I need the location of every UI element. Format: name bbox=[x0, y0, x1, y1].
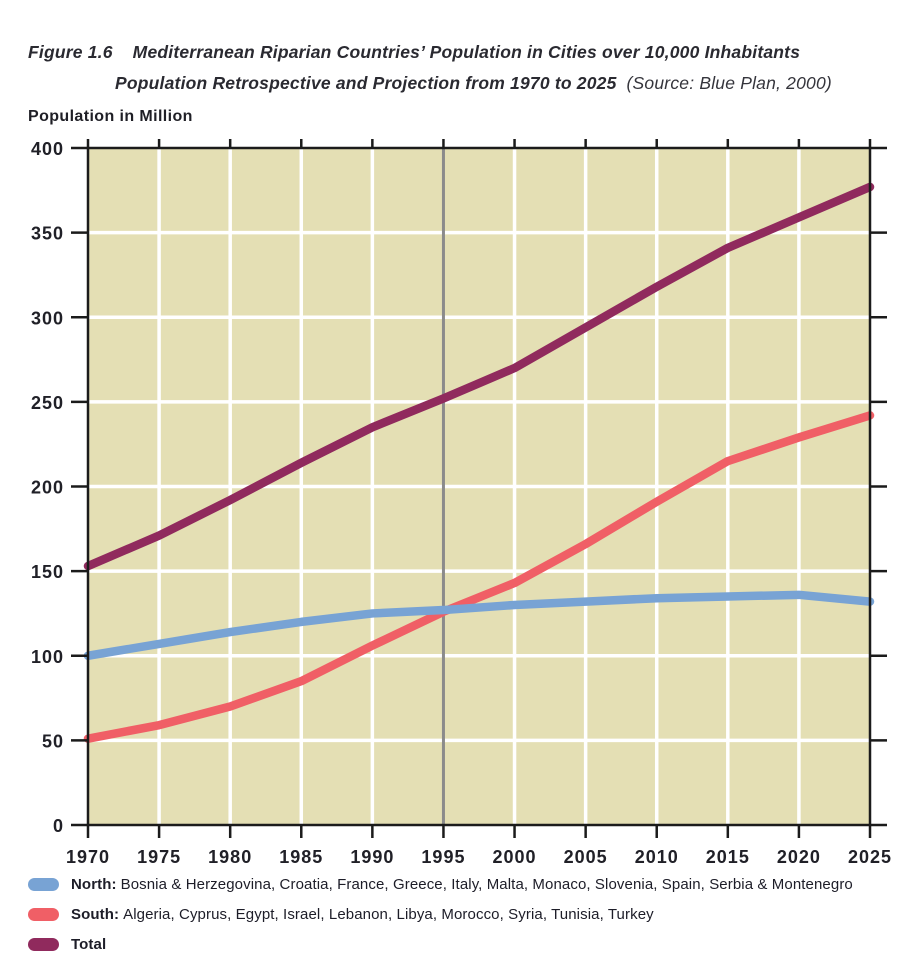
legend-item-south bbox=[28, 899, 910, 929]
y-tick-label: 100 bbox=[30, 646, 64, 667]
y-tick-label: 350 bbox=[30, 223, 64, 244]
x-tick-label: 1970 bbox=[65, 847, 111, 867]
legend-label-north: North: bbox=[71, 875, 117, 893]
x-tick-label: 1985 bbox=[279, 847, 324, 867]
legend-label-total: Total bbox=[71, 935, 107, 953]
legend-item-total bbox=[28, 929, 910, 959]
legend-countries-north: Bosnia & Herzegovina, Croatia, France, Greece, Italy, Malta, Monaco, Slovenia, Spain, Serbia & Montenegro bbox=[120, 875, 853, 893]
chart-legend bbox=[28, 869, 910, 959]
x-tick-label: 1975 bbox=[137, 847, 182, 867]
x-tick-label: 1980 bbox=[208, 847, 253, 867]
y-tick-label: 150 bbox=[30, 562, 64, 583]
y-axis-title: Population in Million bbox=[28, 108, 193, 125]
legend-label-south: South: bbox=[71, 905, 120, 923]
north-swatch bbox=[28, 878, 59, 891]
x-tick-label: 2000 bbox=[492, 847, 537, 867]
figure-subtitle-text: Population Retrospective and Projection from 1970 to 2025 bbox=[115, 73, 617, 93]
y-tick-label: 300 bbox=[30, 308, 64, 329]
x-tick-label: 1990 bbox=[350, 847, 395, 867]
south-swatch bbox=[28, 908, 59, 921]
x-tick-label: 2020 bbox=[776, 847, 821, 867]
total-swatch bbox=[28, 938, 59, 951]
y-tick-label: 200 bbox=[30, 477, 64, 498]
figure-title-text: Mediterranean Riparian Countries’ Population in Cities over 10,000 Inhabitants bbox=[132, 42, 801, 62]
y-tick-label: 50 bbox=[41, 731, 64, 752]
x-tick-label: 1995 bbox=[421, 847, 466, 867]
figure-source: (Source: Blue Plan, 2000) bbox=[626, 73, 832, 93]
x-tick-label: 2025 bbox=[847, 847, 893, 867]
y-tick-label: 250 bbox=[30, 392, 64, 413]
x-tick-label: 2010 bbox=[634, 847, 679, 867]
x-tick-label: 2015 bbox=[705, 847, 750, 867]
y-tick-label: 0 bbox=[52, 816, 64, 836]
y-tick-label: 400 bbox=[30, 139, 64, 159]
legend-countries-south: Algeria, Cyprus, Egypt, Israel, Lebanon, Libya, Morocco, Syria, Tunisia, Turkey bbox=[123, 905, 654, 923]
x-tick-label: 2005 bbox=[563, 847, 608, 867]
figure-number: Figure 1.6 bbox=[28, 42, 113, 62]
legend-item-north bbox=[28, 869, 910, 899]
